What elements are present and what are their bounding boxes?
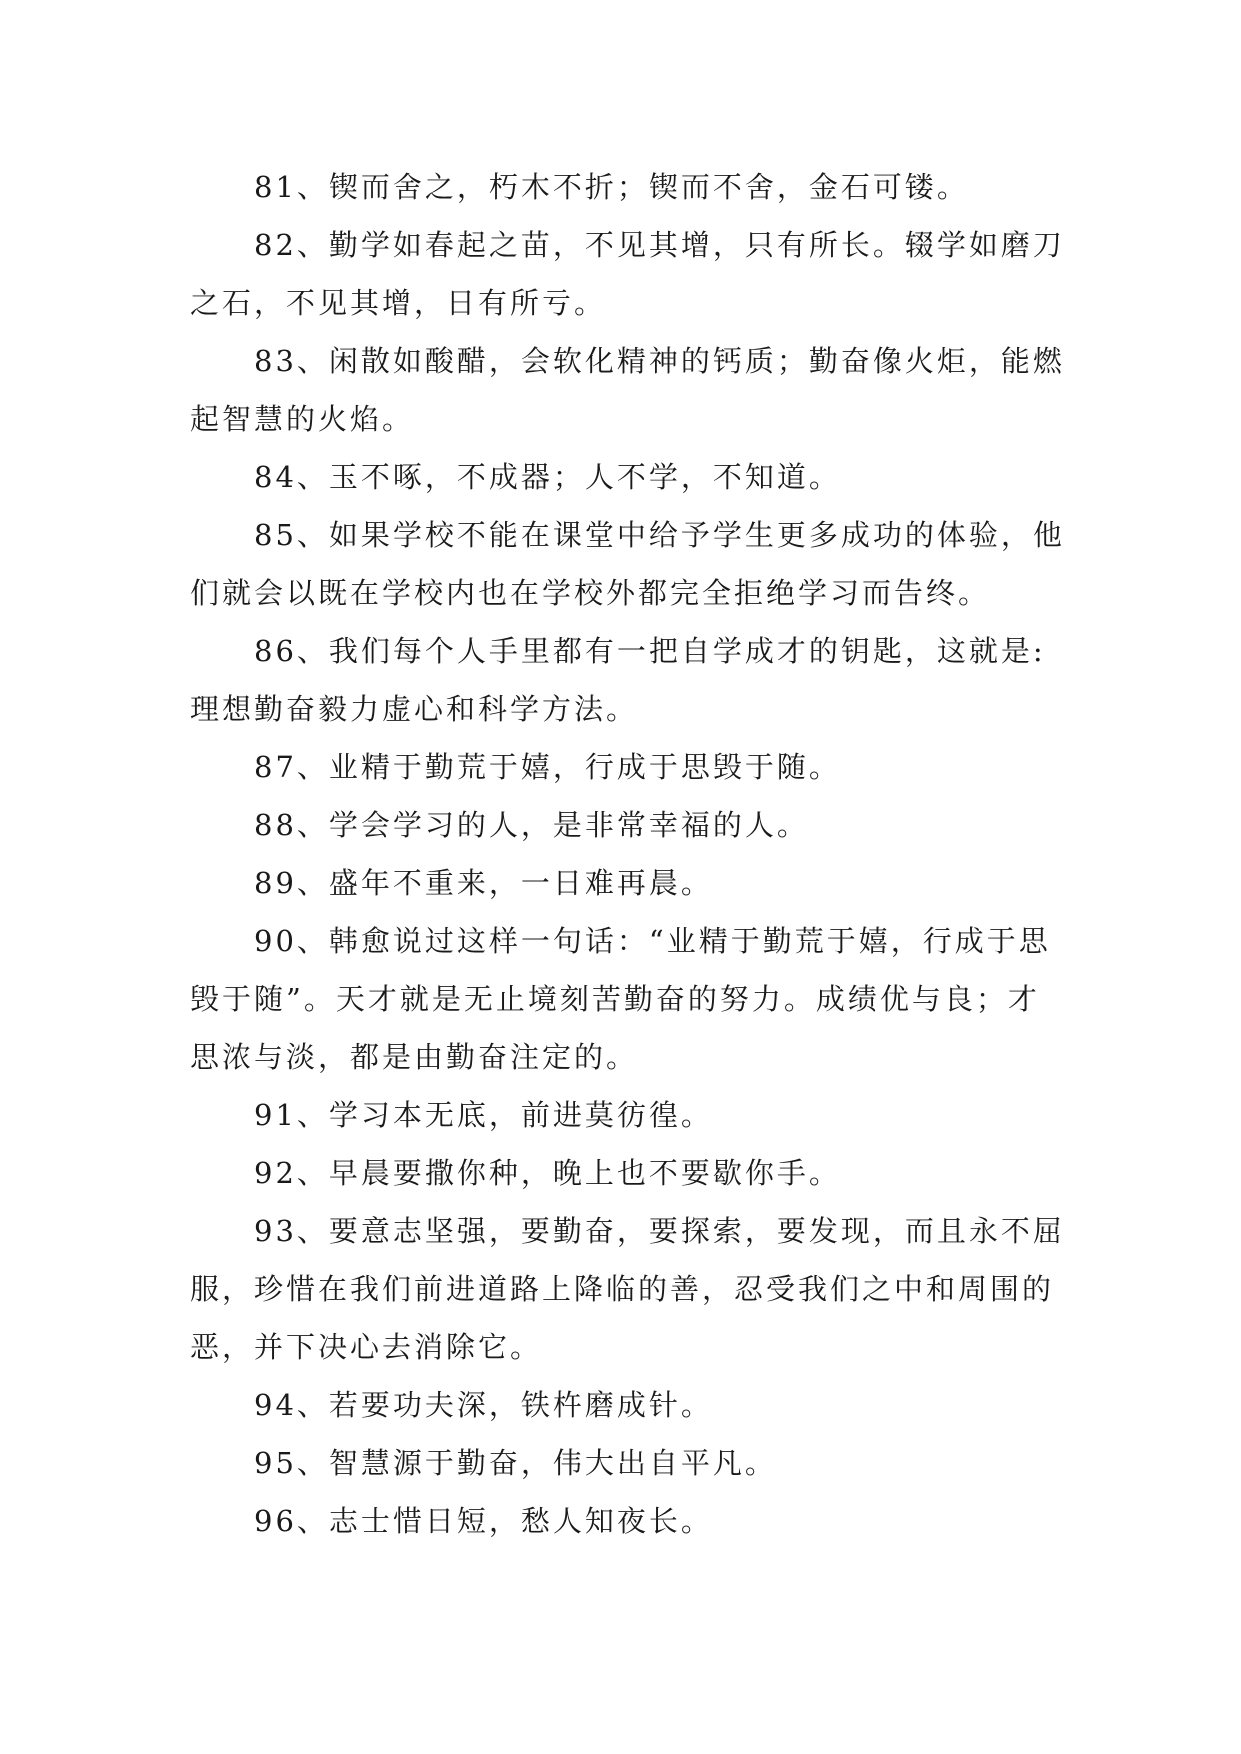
quote-paragraph-85: 85、如果学校不能在课堂中给予学生更多成功的体验，他们就会以既在学校内也在学校外都完全拒绝学习而告终。: [190, 518, 1065, 610]
quote-paragraph-93: 93、要意志坚强，要勤奋，要探索，要发现，而且永不屈服，珍惜在我们前进道路上降临的善，忍受我们之中和周围的恶，并下决心去消除它。: [190, 1214, 1065, 1364]
quote-paragraph-84: 84、玉不啄，不成器；人不学，不知道。: [254, 460, 841, 494]
quote-paragraph-94: 94、若要功夫深，铁杵磨成针。: [254, 1388, 713, 1422]
document-body: [190, 158, 1070, 1550]
quote-paragraph-87: 87、业精于勤荒于嬉，行成于思毁于随。: [254, 750, 841, 784]
quote-paragraph-81: 81、锲而舍之，朽木不折；锲而不舍，金石可镂。: [254, 170, 969, 204]
quote-paragraph-88: 88、学会学习的人，是非常幸福的人。: [254, 808, 809, 842]
quote-paragraph-95: 95、智慧源于勤奋，伟大出自平凡。: [254, 1446, 777, 1480]
quote-paragraph-89: 89、盛年不重来，一日难再晨。: [254, 866, 713, 900]
quote-paragraph-92: 92、早晨要撒你种，晚上也不要歇你手。: [254, 1156, 841, 1190]
quote-paragraph-90: 90、韩愈说过这样一句话：“业精于勤荒于嬉，行成于思毁于随”。天才就是无止境刻苦勤奋的努力。成绩优与良；才思浓与淡，都是由勤奋注定的。: [190, 924, 1051, 1074]
quote-paragraph-96: 96、志士惜日短，愁人知夜长。: [254, 1504, 713, 1538]
quote-paragraph-82: 82、勤学如春起之苗，不见其增，只有所长。辍学如磨刀之石，不见其增，日有所亏。: [190, 228, 1065, 320]
quote-paragraph-91: 91、学习本无底，前进莫彷徨。: [254, 1098, 713, 1132]
quote-paragraph-83: 83、闲散如酸醋，会软化精神的钙质；勤奋像火炬，能燃起智慧的火焰。: [190, 344, 1065, 436]
quote-paragraph-86: 86、我们每个人手里都有一把自学成才的钥匙，这就是:理想勤奋毅力虚心和科学方法。: [190, 634, 1046, 726]
